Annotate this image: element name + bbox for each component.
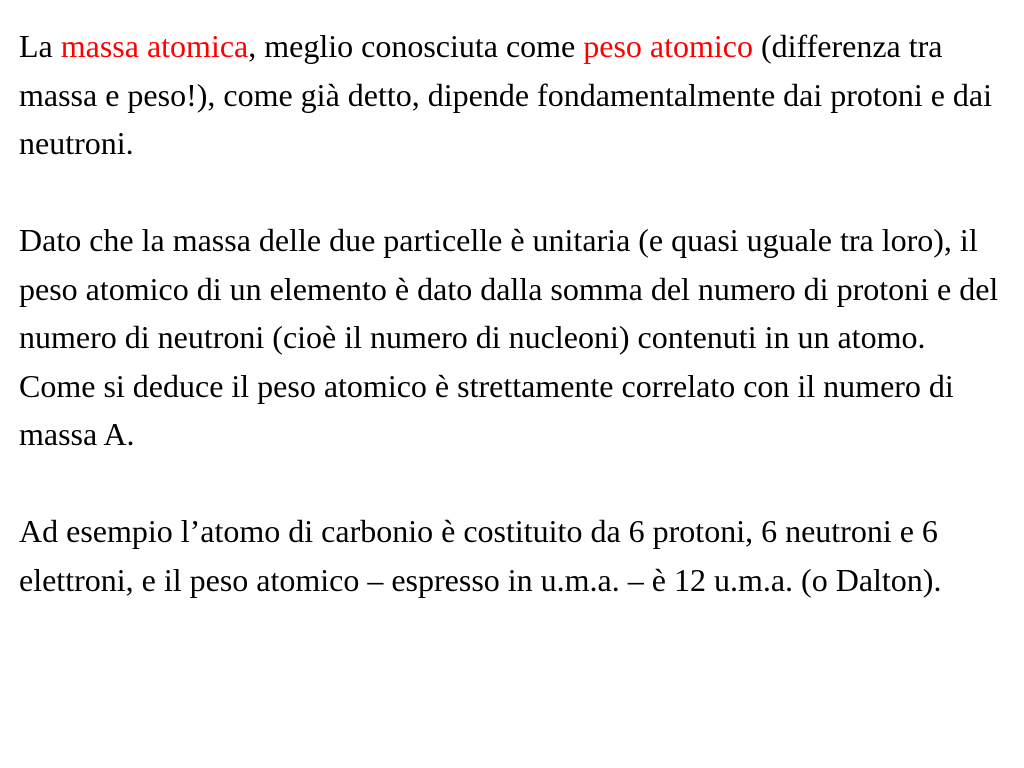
paragraph-atomic-weight-explanation: Dato che la massa delle due particelle è unitaria (e quasi uguale tra loro), il peso atomico di un elemento è dato dalla somma del numero di protoni e del numero di neutroni (cioè il numero di nucleoni) contenuti in un atomo. Come si deduce il peso atomico è strettamente correlato con il numero di massa A.	[19, 222, 999, 452]
paragraph-carbon-example: Ad esempio l’atomo di carbonio è costituito da 6 protoni, 6 neutroni e 6 elettroni, e il peso atomico – espresso in u.m.a. – è 12 u.m.a. (o Dalton).	[19, 513, 942, 598]
paragraph-atomic-mass-definition	[19, 22, 1009, 168]
paragraph-1-rest: (differenza tra massa e peso!), come già detto, dipende fondamentalmente dai protoni e dai neutroni.	[19, 28, 992, 161]
text-content	[19, 22, 1009, 604]
paragraph-1-middle: , meglio conosciuta come	[248, 28, 584, 64]
term-massa-atomica: massa atomica	[60, 28, 249, 64]
paragraph-1-intro: La	[19, 28, 61, 64]
term-peso-atomico: peso atomico	[583, 28, 753, 64]
